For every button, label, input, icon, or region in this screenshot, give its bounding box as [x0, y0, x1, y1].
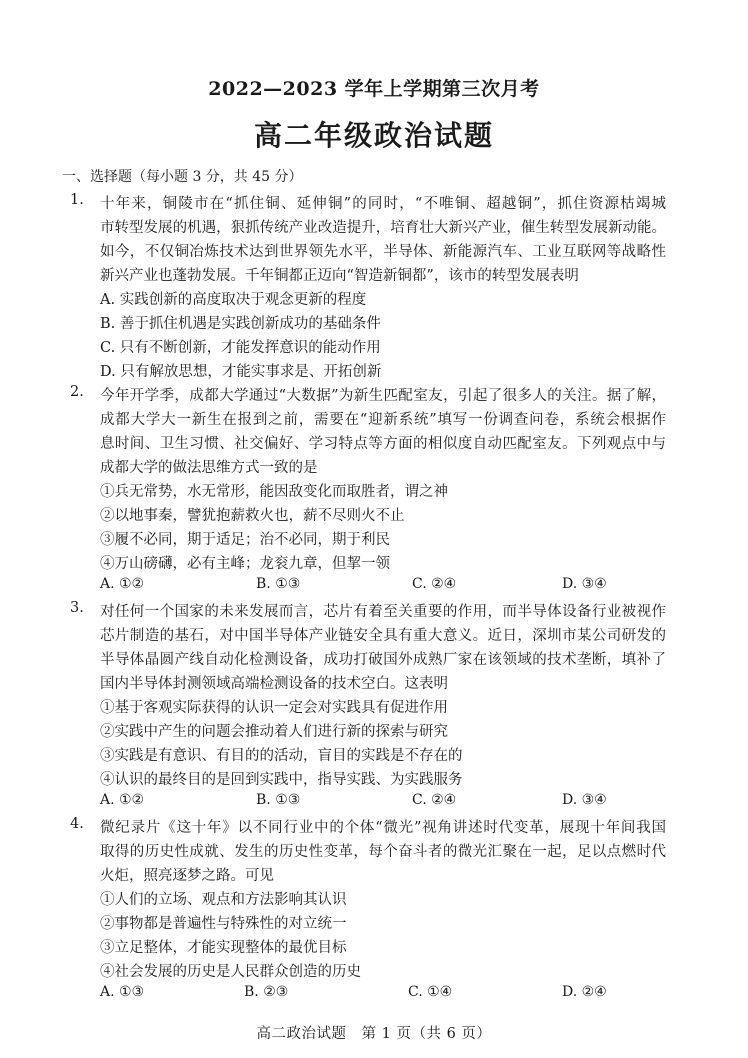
- option-a: A. 实践创新的高度取决于观念更新的程度: [100, 292, 367, 308]
- question-text-line: 火炬，照亮逐梦之路。可见: [100, 868, 274, 884]
- statement-2: ②事物都是普遍性与特殊性的对立统一: [100, 916, 347, 932]
- question-text-line: 取得的历史性成就、发生的历史性变革，每个奋斗者的微光汇聚在一起，足以点燃时代: [100, 844, 666, 860]
- question-number: 2.: [70, 384, 84, 400]
- statement-2: ②以地事秦，譬犹抱薪救火也，薪不尽则火不止: [100, 508, 405, 524]
- question-text-line: 十年来，铜陵市在“抓住铜、延伸铜”的同时，“不唯铜、超越铜”，抓住资源枯竭城: [100, 196, 666, 212]
- statement-4: ④社会发展的历史是人民群众创造的历史: [100, 964, 361, 980]
- choice-b: B. ①③: [256, 576, 301, 592]
- choice-a: A. ①②: [100, 576, 145, 592]
- statement-1: ①基于客观实际获得的认识一定会对实践具有促进作用: [100, 700, 448, 716]
- question-number: 4.: [70, 816, 84, 832]
- option-d: D. 只有解放思想，才能实事求是、开拓创新: [100, 364, 382, 380]
- question-text-line: 微纪录片《这十年》以不同行业中的个体“微光”视角讲述时代变革，展现十年间我国: [100, 820, 666, 836]
- choice-d: D. ③④: [562, 792, 607, 808]
- question-text-line: 对任何一个国家的未来发展而言，芯片有着至关重要的作用，而半导体设备行业被视作: [100, 604, 666, 620]
- page-footer: 高二政治试题 第 1 页（共 6 页）: [256, 1026, 492, 1042]
- section-heading: 一、选择题（每小题 3 分，共 45 分）: [62, 169, 303, 185]
- choice-c: C. ①④: [408, 984, 453, 1000]
- question-text-line: 芯片制造的基石，对中国半导体产业链安全具有重大意义。近日，深圳市某公司研发的: [100, 628, 666, 644]
- question-text-line: 成都大学的做法思维方式一致的是: [100, 460, 318, 476]
- choice-b: B. ①③: [256, 792, 301, 808]
- question-text-line: 市转型发展的机遇，狠抓传统产业改造提升，培育壮大新兴产业，催生转型发展新动能。: [100, 220, 666, 236]
- question-number: 1.: [70, 192, 84, 208]
- choice-d: D. ③④: [562, 576, 607, 592]
- question-text-line: 成都大学大一新生在报到之前，需要在“迎新系统”填写一份调查问卷，系统会根据作: [100, 412, 666, 428]
- exam-title: 高二年级政治试题: [253, 119, 494, 152]
- option-c: C. 只有不断创新，才能发挥意识的能动作用: [100, 340, 381, 356]
- statement-3: ③实践是有意识、有目的的活动，盲目的实践是不存在的: [100, 748, 463, 764]
- statement-1: ①人们的立场、观点和方法影响其认识: [100, 892, 347, 908]
- choice-b: B. ②③: [244, 984, 289, 1000]
- choice-c: C. ②④: [412, 792, 457, 808]
- statement-2: ②实践中产生的问题会推动着人们进行新的探索与研究: [100, 724, 448, 740]
- option-b: B. 善于抓住机遇是实践创新成功的基础条件: [100, 316, 381, 332]
- choice-d: D. ②④: [562, 984, 607, 1000]
- choice-a: A. ①②: [100, 792, 145, 808]
- question-text-line: 今年开学季，成都大学通过“大数据”为新生匹配室友，引起了很多人的关注。据了解，: [100, 388, 666, 404]
- statement-3: ③履不必同，期于适足；治不必同，期于利民: [100, 532, 390, 548]
- question-text-line: 半导体晶圆产线自动化检测设备，成功打破国外成熟厂家在该领域的技术垄断，填补了: [100, 652, 666, 668]
- question-number: 3.: [70, 600, 84, 616]
- question-text-line: 国内半导体封测领域高端检测设备的技术空白。这表明: [100, 676, 448, 692]
- statement-4: ④认识的最终目的是回到实践中，指导实践、为实践服务: [100, 772, 463, 788]
- statement-3: ③立足整体，才能实现整体的最优目标: [100, 940, 347, 956]
- choice-c: C. ②④: [412, 576, 457, 592]
- statement-4: ④万山磅礴，必有主峰；龙衮九章，但挈一领: [100, 556, 390, 572]
- question-text-line: 新兴产业也蓬勃发展。千年铜都正迈向“智造新铜都”，该市的转型发展表明: [100, 268, 579, 284]
- exam-subtitle: 2022—2023 学年上学期第三次月考: [208, 78, 540, 100]
- question-text-line: 如今，不仅铜冶炼技术达到世界领先水平，半导体、新能源汽车、工业互联网等战略性: [100, 244, 666, 260]
- statement-1: ①兵无常势，水无常形，能因敌变化而取胜者，谓之神: [100, 484, 448, 500]
- choice-a: A. ①③: [100, 984, 145, 1000]
- question-text-line: 息时间、卫生习惯、社交偏好、学习特点等方面的相似度自动匹配室友。下列观点中与: [100, 436, 666, 452]
